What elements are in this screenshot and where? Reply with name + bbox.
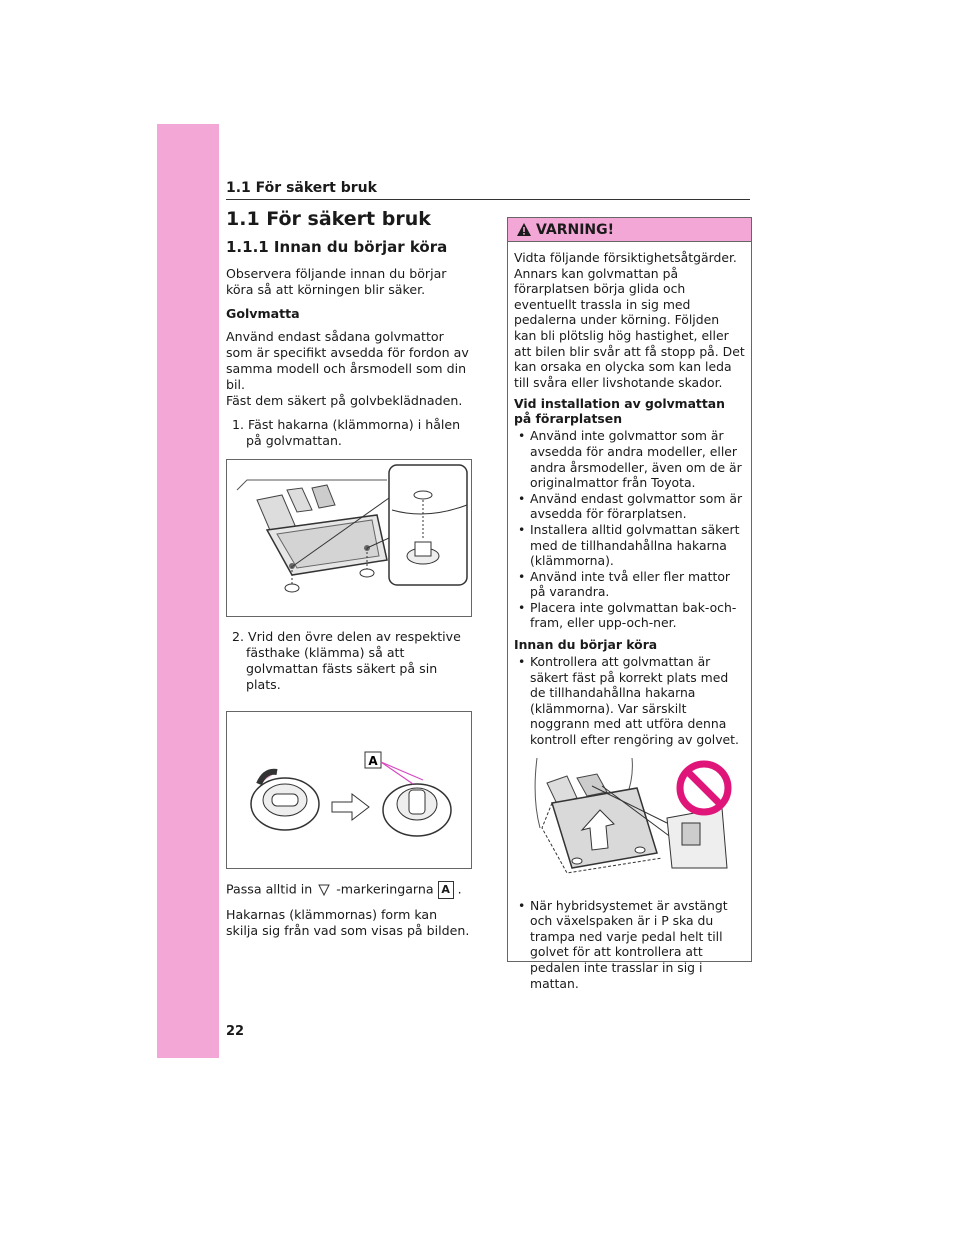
slipping-mat-illustration (522, 758, 745, 884)
install-item-1: • Använd inte golvmattor som är avsedda för andra modeller, eller andra årsmodeller, även om de är originalmattor från Toyota. (518, 428, 742, 491)
svg-text:A: A (368, 754, 378, 768)
align-pre: Passa alltid in (226, 881, 313, 897)
left-column (226, 208, 472, 947)
warning-intro: Vidta följande försiktighetsåtgärder. Annars kan golvmattan på förarplatsen börja glida och eventuellt trassla in sig med pedalerna under körning. Följden kan bli plötslig hög hastighet, eller att bilen blir svår att få stopp på. Det kan orsaka en olycka som kan leda till svåra eller livshotande skador. (514, 250, 745, 390)
align-markings-text (226, 881, 472, 899)
install-item-4: • Använd inte två eller fler mattor på varandra. (518, 568, 731, 600)
install-item-5: • Placera inte golvmattan bak-och-fram, eller upp-och-ner. (518, 599, 737, 631)
install-heading: Vid installation av golvmattan på förarplatsen (514, 396, 725, 427)
intro-paragraph: Observera följande innan du börjar köra så att körningen blir säker. (226, 266, 447, 297)
slipping-mat-drawing (522, 758, 742, 884)
install-item-3: • Installera alltid golvmattan säkert med de tillhandahållna hakarna (klämmorna). (518, 521, 740, 569)
align-post: -markeringarna (336, 881, 434, 897)
warning-body (508, 242, 751, 991)
chapter-sidebar-tab (157, 124, 219, 1058)
step-2: 2. Vrid den övre delen av respektive fästhake (klämma) så att golvmattan fästs säkert på sin plats. (232, 629, 461, 692)
before-driving-heading: Innan du börjar köra (514, 637, 658, 653)
hook-rotation-illustration (226, 711, 472, 869)
before-item-1: • Kontrollera att golvmattan är säkert fäst på korrekt plats med de tillhandahållna hakarna (klämmorna). Var särskilt noggrann med att utföra denna kontroll efter rengöring av golvet. (518, 654, 739, 748)
floor-mat-heading: Golvmatta (226, 306, 300, 321)
header-divider (226, 199, 750, 200)
warning-box (507, 217, 752, 991)
hook-shape-note: Hakarnas (klämmornas) form kan skilja sig från vad som visas på bilden. (226, 907, 470, 938)
warning-title: VARNING! (536, 221, 615, 238)
final-item-1: • När hybridsystemet är avstängt och växelspaken är i P ska du trampa ned varje pedal helt till golvet för att kontrollera att pedalen inte trasslar in sig i mattan. (518, 897, 728, 991)
floor-mat-text-fasten: Fäst dem säkert på golvbeklädnaden. (226, 393, 463, 408)
running-header: 1.1 För säkert bruk (226, 180, 377, 196)
warning-header (508, 218, 751, 242)
label-a-badge: A (438, 881, 454, 899)
step-1: 1. Fäst hakarna (klämmorna) i hålen på golvmattan. (232, 417, 461, 448)
install-item-2: • Använd endast golvmattor som är avsedda för förarplatsen. (518, 490, 743, 522)
subsection-heading: 1.1.1 Innan du börjar köra (226, 238, 448, 256)
floor-mat-text: Använd endast sådana golvmattor som är specifikt avsedda för fordon av samma modell och årsmodell som din bil. (226, 329, 469, 392)
floor-mat-hooks-illustration (226, 459, 472, 617)
floor-mat-drawing (227, 460, 471, 616)
triangle-mark-icon (316, 883, 332, 897)
section-heading: 1.1 För säkert bruk (226, 208, 431, 230)
align-end: . (457, 881, 462, 897)
warning-triangle-icon (516, 222, 532, 237)
page-number: 22 (226, 1024, 245, 1039)
hook-rotation-drawing (227, 712, 471, 868)
